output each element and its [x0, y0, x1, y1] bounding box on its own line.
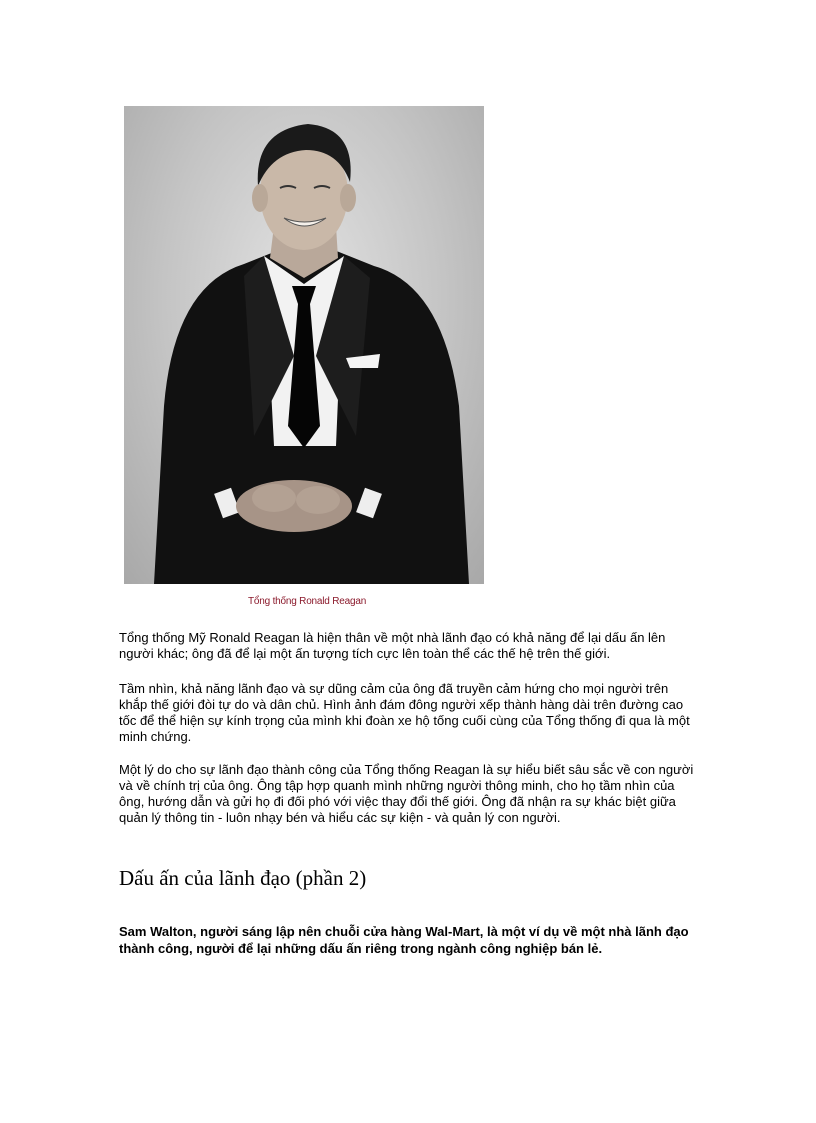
portrait-photo	[124, 106, 484, 584]
section-intro-bold: Sam Walton, người sáng lập nên chuỗi cửa hàng Wal-Mart, là một ví dụ về một nhà lãnh đạo thành công, người để lại những dấu ấn riêng trong ngành công nghiệp bán lẻ.	[119, 924, 689, 956]
paragraph-leadership: Một lý do cho sự lãnh đạo thành công của Tổng thống Reagan là sự hiểu biết sâu sắc về con người và về chính trị của ông. Ông tập hợp quanh mình những người thông minh, cho họ tầm nhìn của ông, hướng dẫn và gửi họ đi đối phó với việc thay đổi thế giới. Ông đã nhận ra sự khác biệt giữa quản lý thông tin - luôn nhạy bén và hiểu các sự kiện - và quản lý con người.	[119, 762, 694, 825]
section-heading: Dấu ấn của lãnh đạo (phần 2)	[119, 866, 367, 890]
photo-caption: Tổng thống Ronald Reagan	[248, 596, 367, 607]
paragraph-vision: Tầm nhìn, khả năng lãnh đạo và sự dũng cảm của ông đã truyền cảm hứng cho mọi người trên khắp thế giới đòi tự do và dân chủ. Hình ảnh đám đông người xếp thành hàng dài trên đường cao tốc để thể hiện sự kính trọng của mình khi đoàn xe hộ tống cuối cùng của Tổng thống đi qua là một minh chứng.	[119, 681, 690, 744]
portrait-illustration	[124, 106, 484, 584]
paragraph-intro: Tổng thống Mỹ Ronald Reagan là hiện thân về một nhà lãnh đạo có khả năng để lại dấu ấn lên người khác; ông đã để lại một ấn tượng tích cực lên toàn thể các thế hệ trên thế giới.	[119, 630, 666, 661]
